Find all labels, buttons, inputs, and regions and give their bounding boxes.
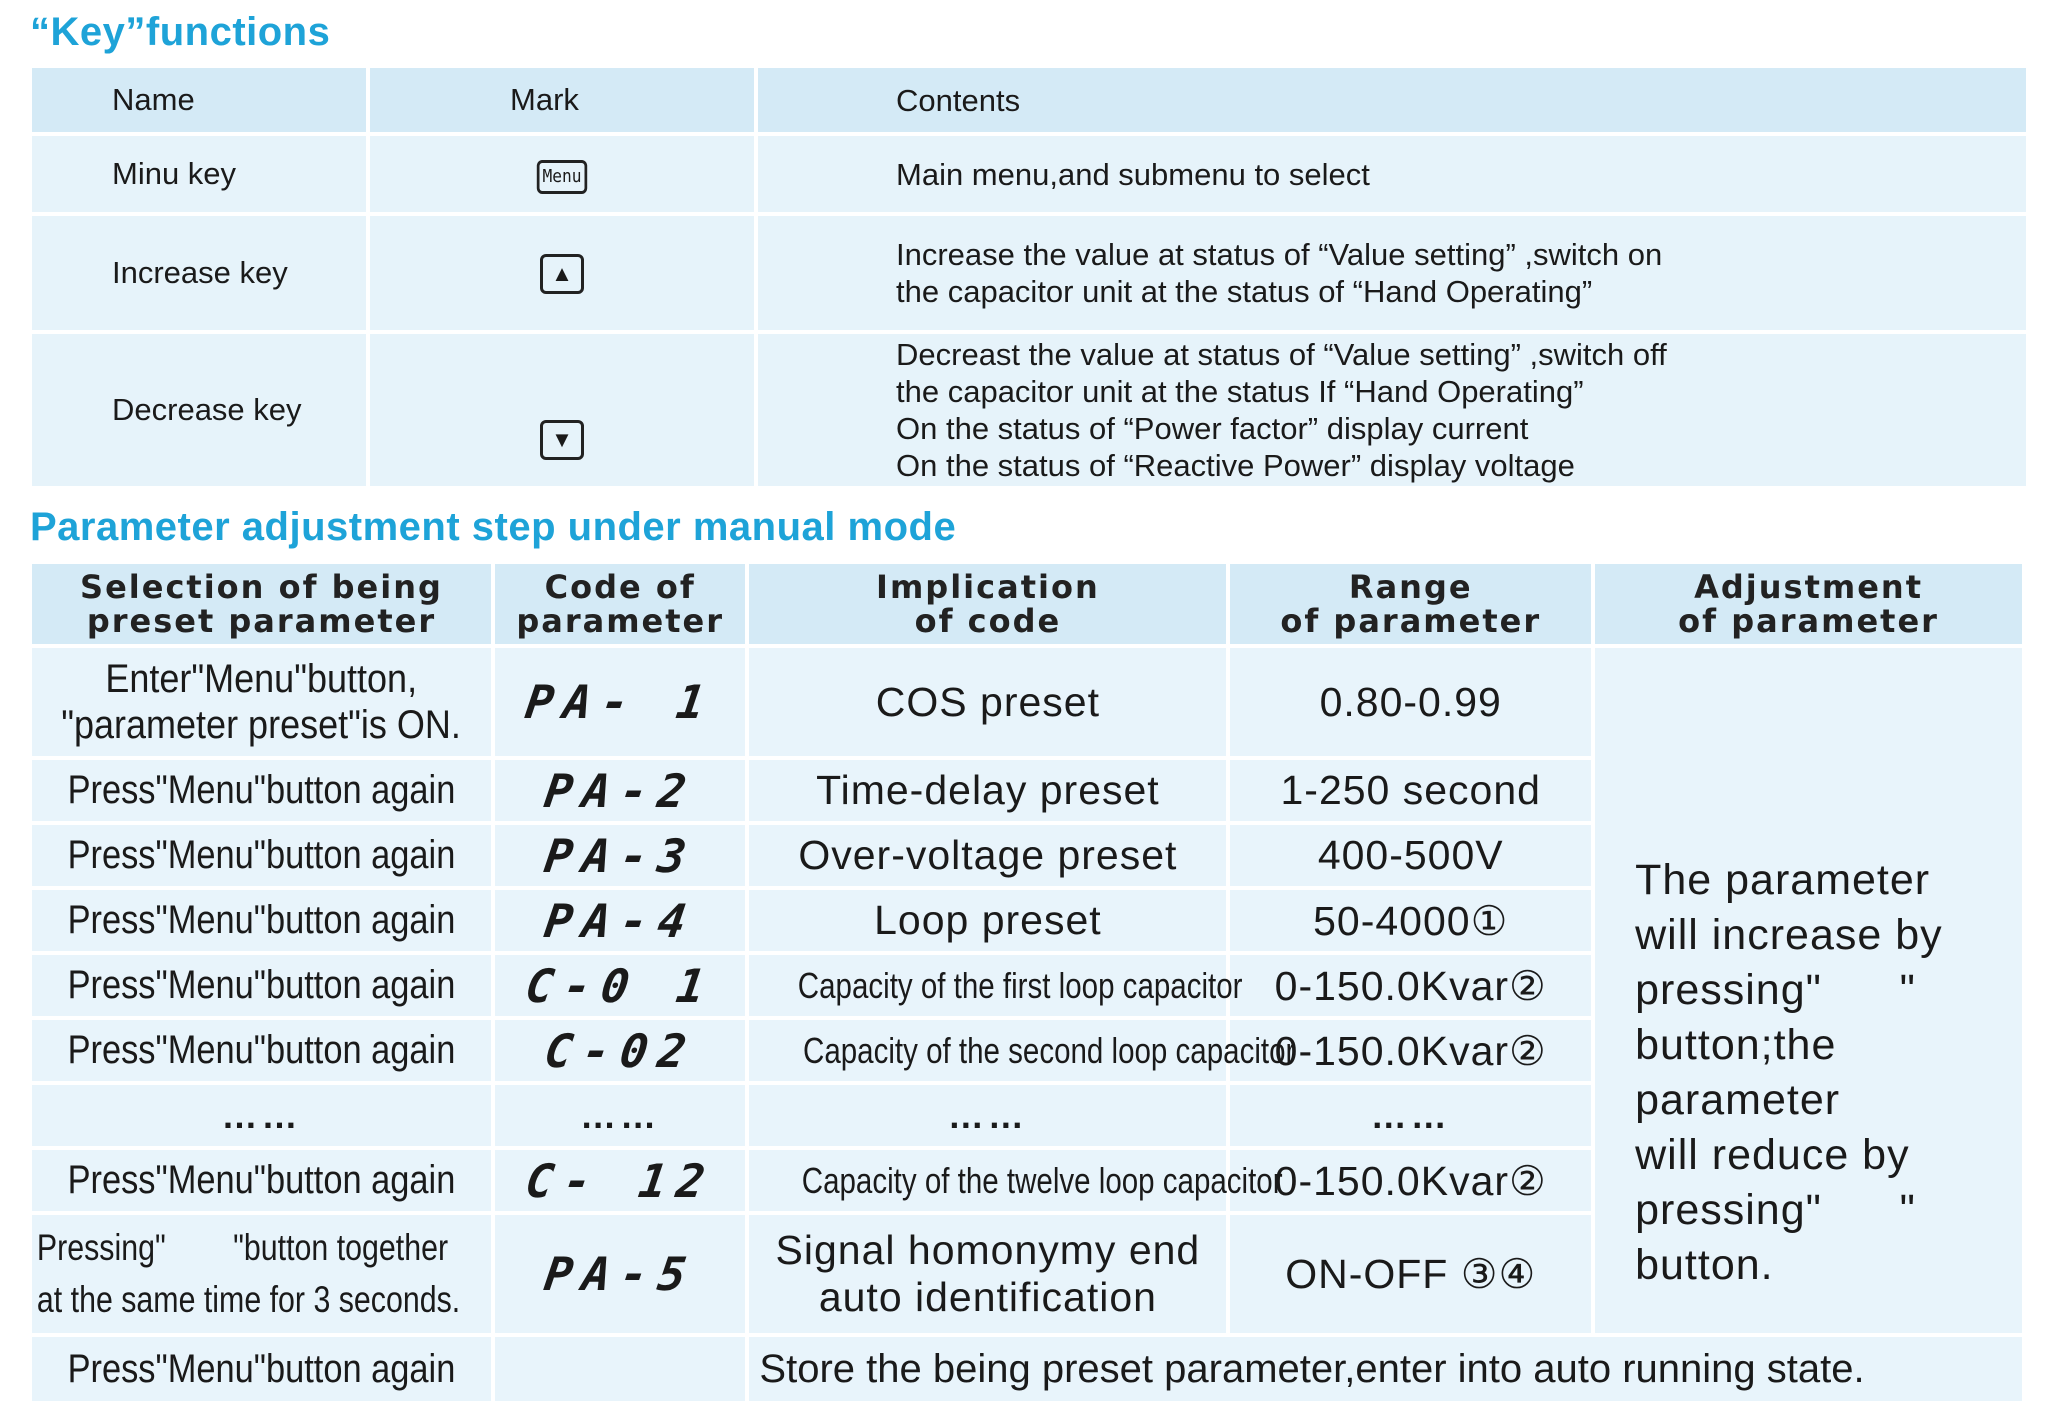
param-range: 0-150.0Kvar② bbox=[1274, 1027, 1547, 1074]
key-name: Minu key bbox=[32, 136, 366, 212]
adjustment-line: will increase by bbox=[1635, 911, 1943, 959]
adjustment-line: button;the bbox=[1635, 1021, 1837, 1069]
header-range-l1: Range bbox=[1348, 568, 1473, 606]
param-implication: Capacity of the first loop capacitor bbox=[798, 964, 1243, 1006]
up-arrow-key-icon: ▲ bbox=[540, 254, 584, 294]
param-implication-l2: auto identification bbox=[818, 1274, 1157, 1320]
selection-l2: "parameter preset"is ON. bbox=[61, 703, 462, 747]
key-contents-line: Increase the value at status of “Value setting” ,switch on bbox=[896, 237, 1663, 272]
header-code-l1: Code of bbox=[544, 568, 696, 606]
param-implication: COS preset bbox=[875, 678, 1100, 725]
ellipsis: …… bbox=[947, 1094, 1028, 1136]
param-range: 1-250 second bbox=[1280, 767, 1541, 813]
key-table-header-row bbox=[32, 68, 2026, 132]
param-code: PA-5 bbox=[540, 1247, 700, 1301]
param-range: 50-4000① bbox=[1313, 897, 1509, 944]
param-range: 0.80-0.99 bbox=[1319, 678, 1502, 725]
key-contents-line: Main menu,and submenu to select bbox=[896, 156, 1370, 192]
ellipsis: …… bbox=[1370, 1094, 1451, 1136]
header-adjustment-l1: Adjustment bbox=[1694, 568, 1923, 606]
menu-key-icon: Menu bbox=[537, 160, 587, 194]
param-range: 0-150.0Kvar② bbox=[1274, 962, 1547, 1009]
selection: Press"Menu"button again bbox=[67, 1158, 456, 1202]
param-code: C- 12 bbox=[522, 1153, 719, 1208]
param-code: PA-2 bbox=[540, 763, 700, 818]
selection: Press"Menu"button again bbox=[67, 1028, 456, 1072]
key-contents-line: the capacitor unit at the status of “Hand Operating” bbox=[896, 274, 1593, 309]
param-code: PA-4 bbox=[540, 893, 700, 948]
param-code: C-0 1 bbox=[522, 958, 719, 1013]
header-selection-l1: Selection of being bbox=[80, 568, 443, 606]
store-parameter-text: Store the being preset parameter,enter into auto running state. bbox=[749, 1337, 2022, 1401]
adjustment-line: button. bbox=[1635, 1241, 1774, 1289]
ellipsis: …… bbox=[221, 1094, 302, 1136]
key-row-decrease bbox=[32, 334, 2026, 486]
key-functions-table bbox=[28, 64, 2030, 490]
selection: Press"Menu"button again bbox=[67, 1346, 456, 1391]
parameter-adjustment-table bbox=[28, 560, 2026, 1405]
header-name: Name bbox=[32, 68, 366, 132]
param-code: PA- 1 bbox=[522, 675, 719, 729]
header-selection-l2: preset parameter bbox=[86, 602, 437, 640]
param-code: C-02 bbox=[540, 1023, 700, 1078]
header-contents: Contents bbox=[758, 68, 2026, 132]
header-adjustment-l2: of parameter bbox=[1678, 602, 1939, 640]
selection-l1: Pressing" "button together bbox=[36, 1227, 449, 1268]
table-row bbox=[32, 648, 2022, 756]
param-implication: Capacity of the twelve loop capacitor bbox=[802, 1159, 1283, 1201]
param-implication-l1: Signal homonymy end bbox=[775, 1227, 1201, 1273]
selection: Press"Menu"button again bbox=[67, 898, 456, 942]
key-contents-line: Decreast the value at status of “Value setting” ,switch off bbox=[896, 337, 1667, 372]
selection-l1: Enter"Menu"button, bbox=[105, 657, 418, 701]
adjustment-line: parameter bbox=[1635, 1076, 1841, 1124]
selection-l2: at the same time for 3 seconds. bbox=[36, 1279, 461, 1320]
param-range: 0-150.0Kvar② bbox=[1274, 1157, 1547, 1204]
ellipsis: …… bbox=[580, 1094, 661, 1136]
param-code: PA-3 bbox=[540, 828, 700, 883]
adjustment-line: pressing" " bbox=[1635, 1186, 1916, 1234]
adjustment-line: The parameter bbox=[1635, 856, 1931, 904]
param-range: ON-OFF ③④ bbox=[1285, 1251, 1537, 1297]
selection: Press"Menu"button again bbox=[67, 963, 456, 1007]
key-contents-line: On the status of “Power factor” display current bbox=[896, 411, 1529, 446]
param-range: 400-500V bbox=[1317, 832, 1504, 878]
param-table-header-row bbox=[32, 564, 2022, 644]
selection: Press"Menu"button again bbox=[67, 768, 456, 812]
key-name: Increase key bbox=[32, 216, 366, 330]
header-implication-l1: Implication bbox=[876, 568, 1100, 606]
param-implication: Loop preset bbox=[874, 897, 1102, 943]
header-range-l2: of parameter bbox=[1280, 602, 1542, 640]
down-arrow-key-icon: ▼ bbox=[540, 420, 584, 460]
adjustment-text bbox=[1635, 853, 2022, 1293]
key-row-menu bbox=[32, 136, 2026, 212]
adjustment-line: will reduce by bbox=[1635, 1131, 1910, 1179]
adjustment-line: pressing" " bbox=[1635, 966, 1916, 1014]
param-implication: Capacity of the second loop capacitor bbox=[803, 1029, 1296, 1071]
parameter-adjustment-title: Parameter adjustment step under manual mode bbox=[30, 505, 957, 549]
key-functions-title: “Key”functions bbox=[30, 10, 331, 54]
selection: Press"Menu"button again bbox=[67, 833, 456, 877]
key-contents-line: On the status of “Reactive Power” display voltage bbox=[896, 448, 1575, 483]
adjustment-cell bbox=[1595, 648, 2022, 1333]
key-contents-line: the capacitor unit at the status If “Hand Operating” bbox=[896, 374, 1584, 409]
key-row-increase bbox=[32, 216, 2026, 330]
header-implication-l2: of code bbox=[914, 602, 1062, 640]
param-implication: Time-delay preset bbox=[816, 767, 1160, 813]
param-implication: Over-voltage preset bbox=[798, 832, 1178, 878]
key-name: Decrease key bbox=[32, 334, 366, 486]
header-mark: Mark bbox=[370, 68, 754, 132]
header-code-l2: parameter bbox=[516, 602, 725, 640]
table-row-store bbox=[32, 1337, 2022, 1401]
